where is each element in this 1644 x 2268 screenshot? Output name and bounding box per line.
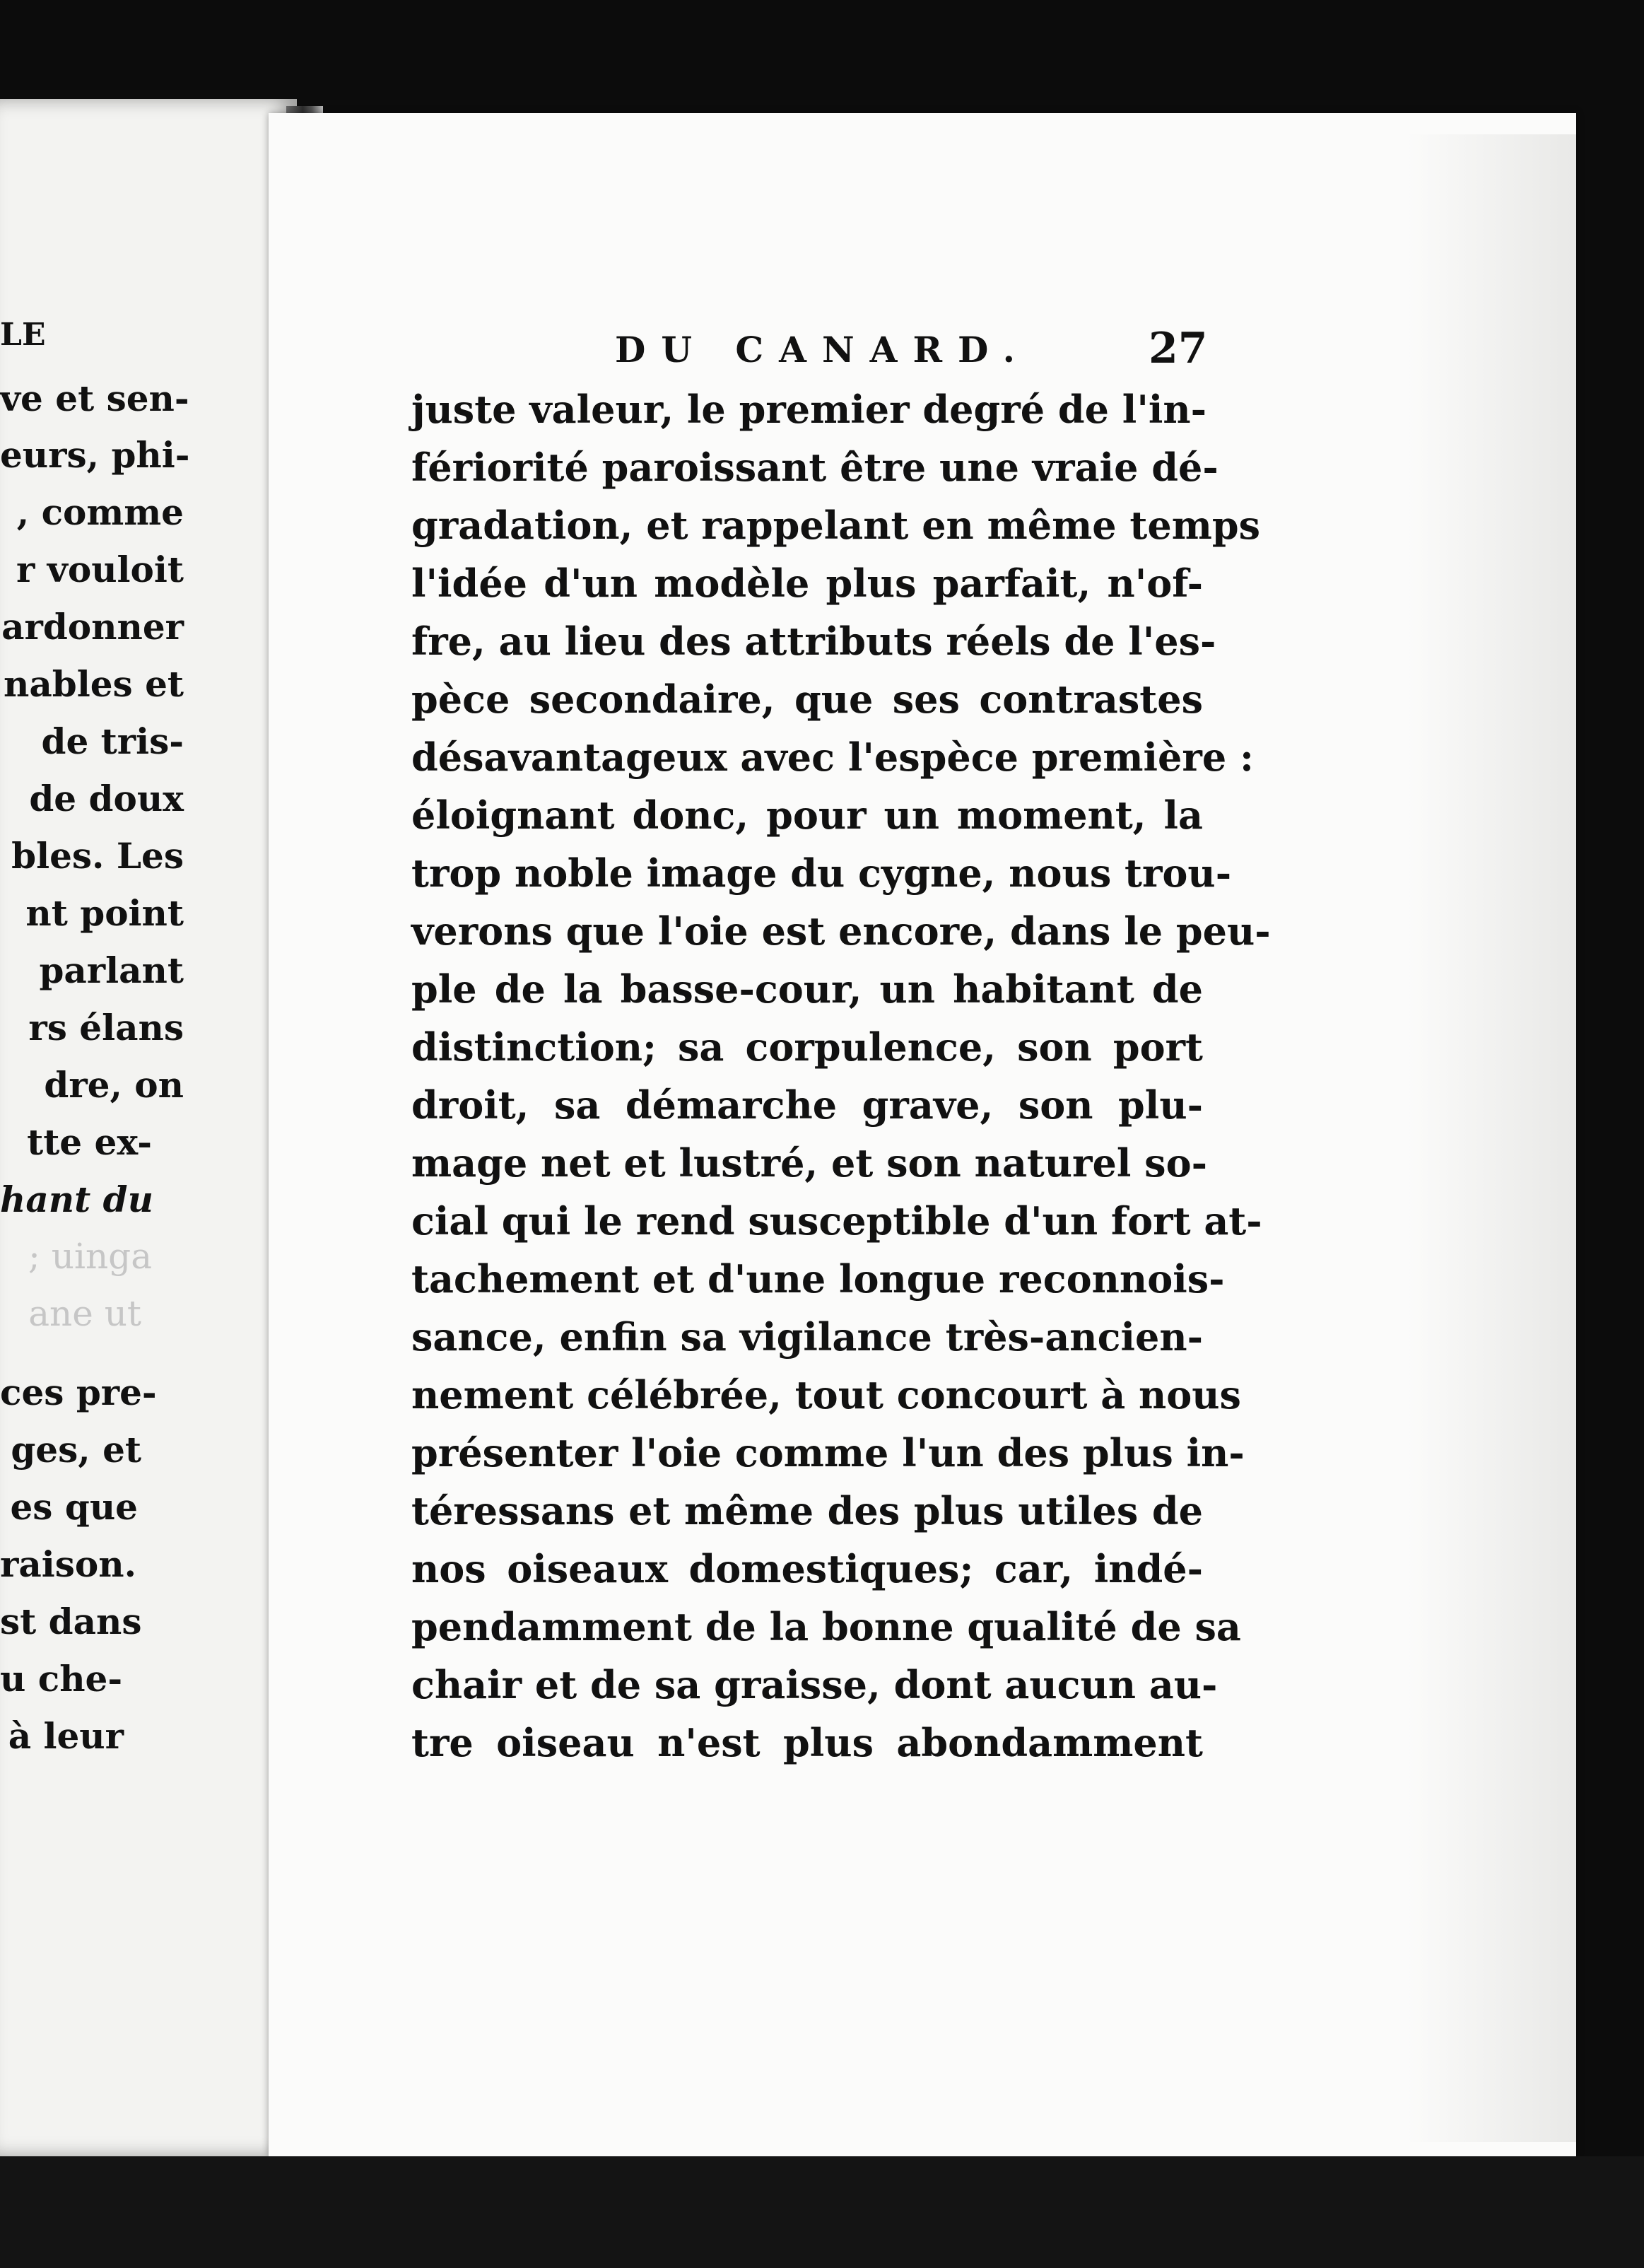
text-line: nos oiseaux domestiques; car, indé- <box>411 1546 1203 1591</box>
left-page-line: hant du <box>0 1179 153 1220</box>
scan-background <box>0 2156 1644 2268</box>
left-page-line: ces pre- <box>0 1372 157 1413</box>
left-page-line: à leur <box>8 1715 124 1757</box>
left-page-line: raison. <box>0 1543 136 1585</box>
left-page-line: ges, et <box>11 1429 141 1471</box>
left-page-line: , comme <box>16 491 184 533</box>
left-page-line: tte ex- <box>27 1121 152 1163</box>
left-page-line: eurs, phi- <box>0 434 190 476</box>
text-line: présenter l'oie comme l'un des plus in- <box>411 1430 1245 1475</box>
text-line: distinction; sa corpulence, son port <box>411 1024 1203 1070</box>
page-number: 27 <box>1149 324 1208 373</box>
left-page-line: st dans <box>0 1601 142 1642</box>
text-line: l'idée d'un modèle plus parfait, n'of- <box>411 561 1203 606</box>
text-line: fériorité paroissant être une vraie dé- <box>411 445 1219 490</box>
left-page-line: ane ut <box>28 1293 141 1334</box>
text-line: sance, enfin sa vigilance très-ancien- <box>411 1314 1203 1360</box>
text-line: désavantageux avec l'espèce première : <box>411 735 1254 780</box>
text-line: juste valeur, le premier degré de l'in- <box>411 387 1207 432</box>
left-page-line: ; uinga <box>28 1236 152 1277</box>
left-page-line: es que <box>10 1486 138 1528</box>
text-line: mage net et lustré, et son naturel so- <box>411 1140 1208 1186</box>
left-page-line: nt point <box>25 892 184 934</box>
text-line: trop noble image du cygne, nous trou- <box>411 850 1232 896</box>
left-page-line: ve et sen- <box>0 378 189 419</box>
left-page-line: u che- <box>0 1658 123 1700</box>
text-line: droit, sa démarche grave, son plu- <box>411 1082 1203 1128</box>
text-line: ple de la basse-cour, un habitant de <box>411 966 1203 1012</box>
text-line: gradation, et rappelant en même temps <box>411 503 1260 548</box>
running-head: DU CANARD. <box>615 329 1031 370</box>
left-page-line: dre, on <box>44 1064 184 1106</box>
page-edge-shading <box>1407 134 1576 2142</box>
text-line: téressans et même des plus utiles de <box>411 1488 1203 1533</box>
text-line: pendamment de la bonne qualité de sa <box>411 1604 1241 1649</box>
text-line: cial qui le rend susceptible d'un fort at- <box>411 1198 1262 1244</box>
left-page-line: de doux <box>29 778 184 819</box>
left-page-line: nables et <box>4 663 184 705</box>
left-page-line: LE <box>0 317 46 353</box>
text-line: tre oiseau n'est plus abondamment <box>411 1720 1203 1765</box>
left-page-line: parlant <box>39 949 184 991</box>
text-line: fre, au lieu des attributs réels de l'es- <box>411 619 1216 664</box>
left-page-line: ardonner <box>1 606 184 648</box>
left-page-line: r vouloit <box>16 549 184 590</box>
text-line: chair et de sa graisse, dont aucun au- <box>411 1662 1218 1707</box>
text-line: éloignant donc, pour un moment, la <box>411 793 1203 838</box>
text-line: nement célébrée, tout concourt à nous <box>411 1372 1241 1418</box>
left-page-line: de tris- <box>41 720 184 762</box>
text-line: verons que l'oie est encore, dans le peu- <box>411 908 1271 954</box>
text-line: tachement et d'une longue reconnois- <box>411 1256 1225 1302</box>
text-line: pèce secondaire, que ses contrastes <box>411 677 1203 722</box>
left-page-line: rs élans <box>28 1007 184 1048</box>
left-page-line: bles. Les <box>11 835 184 877</box>
